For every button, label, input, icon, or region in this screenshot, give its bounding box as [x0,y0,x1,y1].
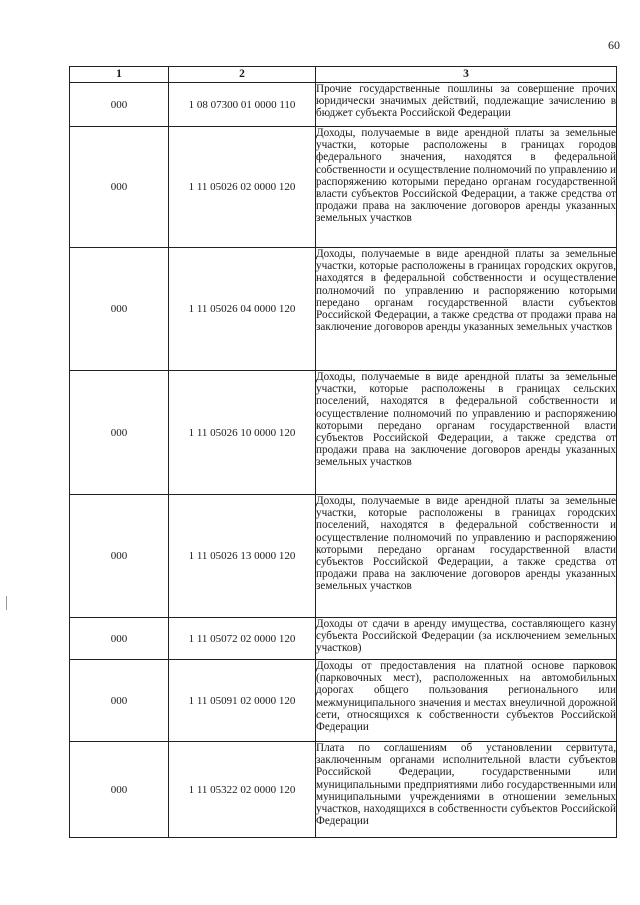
administrator-code-cell: 000 [70,127,169,248]
budget-classification-code-cell: 1 11 05026 02 0000 120 [169,127,316,248]
budget-classification-code-cell: 1 11 05072 02 0000 120 [169,618,316,660]
budget-classification-code-cell: 1 11 05026 04 0000 120 [169,248,316,371]
revenue-description-cell: Плата по соглашениям об установлении сервитута, заключенным органами исполнительной власти субъектов Российской Федерации, государственными или муниципальными предприятиями либо государственными или муниципальными учреждениями в отношении земельных участков, находящихся в собственности субъектов Российской Федерации [316,742,617,838]
revenue-description-cell: Доходы, получаемые в виде арендной платы за земельные участки, которые расположены в границах сельских поселений, находятся в федеральной собственности и осуществление полномочий по управлению и распоряжению которыми передано органам государственной власти субъектов Российской Федерации, а также средства от продажи права на заключение договоров аренды указанных земельных участков [316,371,617,495]
header-col-1: 1 [70,67,169,83]
table-row [70,618,617,660]
table-row [70,660,617,742]
administrator-code-cell: 000 [70,742,169,838]
table-row [70,127,617,248]
margin-mark [6,596,7,610]
page-number: 60 [608,38,620,52]
table-row [70,371,617,495]
table-row [70,742,617,838]
administrator-code-cell: 000 [70,495,169,618]
header-row [70,67,617,83]
administrator-code-cell: 000 [70,83,169,127]
table-body [70,83,617,838]
revenue-description-cell: Доходы, получаемые в виде арендной платы за земельные участки, которые расположены в границах городских поселений, находятся в федеральной собственности и осуществление полномочий по управлению и распоряжению которыми передано органам государственной власти субъектов Российской Федерации, а также средства от продажи права на заключение договоров аренды указанных земельных участков [316,495,617,618]
table-row [70,495,617,618]
budget-classification-code-cell: 1 11 05026 10 0000 120 [169,371,316,495]
revenue-description-cell: Доходы, получаемые в виде арендной платы за земельные участки, которые расположены в границах городов федерального значения, находятся в федеральной собственности и осуществление полномочий по управлению и распоряжению которыми передано органам государственной власти субъектов Российской Федерации, а также средства от продажи права на заключение договоров аренды указанных земельных участков [316,127,617,248]
budget-classification-code-cell: 1 11 05322 02 0000 120 [169,742,316,838]
revenue-description-cell: Прочие государственные пошлины за совершение прочих юридически значимых действий, подлежащие зачислению в бюджет субъекта Российской Федерации [316,83,617,127]
revenue-description-cell: Доходы от сдачи в аренду имущества, составляющего казну субъекта Российской Федерации (за исключением земельных участков) [316,618,617,660]
administrator-code-cell: 000 [70,660,169,742]
budget-codes-table [69,66,617,838]
administrator-code-cell: 000 [70,248,169,371]
header-col-2: 2 [169,67,316,83]
budget-classification-code-cell: 1 11 05091 02 0000 120 [169,660,316,742]
revenue-description-cell: Доходы, получаемые в виде арендной платы за земельные участки, которые расположены в границах городских округов, находятся в федеральной собственности и осуществление полномочий по управлению и распоряжению которыми передано органам государственной власти субъектов Российской Федерации, а также средства от продажи права на заключение договоров аренды указанных земельных участков [316,248,617,371]
table-row [70,248,617,371]
budget-classification-code-cell: 1 08 07300 01 0000 110 [169,83,316,127]
budget-classification-code-cell: 1 11 05026 13 0000 120 [169,495,316,618]
administrator-code-cell: 000 [70,371,169,495]
administrator-code-cell: 000 [70,618,169,660]
header-col-3: 3 [316,67,617,83]
revenue-description-cell: Доходы от предоставления на платной основе парковок (парковочных мест), расположенных на автомобильных дорогах общего пользования регионального или межмуниципального значения и местах внеуличной дорожной сети, относящихся к собственности субъектов Российской Федерации [316,660,617,742]
table-row [70,83,617,127]
